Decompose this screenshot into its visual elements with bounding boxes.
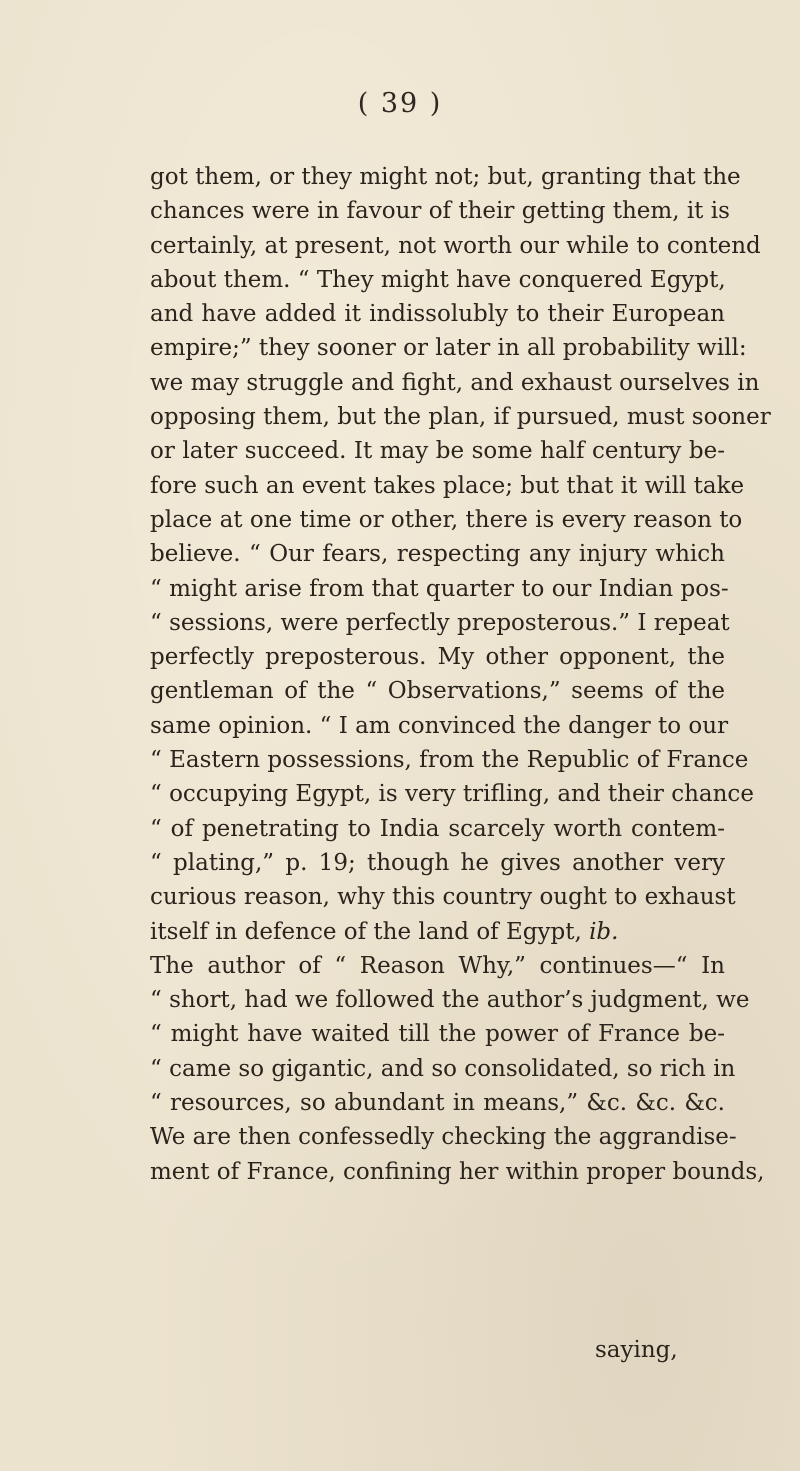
text-line: “ occupying Egypt, is very trifling, and their chance — [150, 781, 754, 808]
text-line: “ resources, so abundant in means,” &c. &c. &c. — [150, 1090, 725, 1117]
text-line: “ short, had we followed the author’s judgment, we — [150, 987, 750, 1014]
body-text — [150, 160, 771, 1189]
text-line: “ Eastern possessions, from the Republic of France — [150, 747, 749, 774]
text-line: got them, or they might not; but, granting that the — [150, 164, 741, 190]
text-line: certainly, at present, not worth our while to contend — [150, 232, 761, 259]
text-line: or later succeed. It may be some half century be- — [150, 438, 725, 465]
text-line: “ plating,” p. 19; though he gives another very — [150, 849, 725, 876]
text-line: fore such an event takes place; but that it will take — [150, 472, 745, 499]
text-line: “ might arise from that quarter to our Indian pos- — [150, 575, 729, 602]
text-line: curious reason, why this country ought to exhaust — [150, 884, 736, 911]
text-line: The author of “ Reason Why,” continues—“ In — [150, 952, 725, 979]
text-line: opposing them, but the plan, if pursued, must sooner — [150, 404, 771, 431]
text-line: “ of penetrating to India scarcely worth contem- — [150, 815, 725, 842]
text-line: gentleman of the “ Observations,” seems of the — [150, 678, 725, 705]
text-line: about them. “ They might have conquered Egypt, — [150, 266, 726, 293]
text-line: and have added it indissolubly to their European — [150, 301, 725, 328]
catchword: saying, — [595, 1337, 678, 1363]
text-line: believe. “ Our fears, respecting any injury which — [150, 541, 725, 568]
page-number: ( 39 ) — [357, 88, 443, 119]
text-line: we may struggle and fight, and exhaust ourselves in — [150, 369, 760, 396]
text-line: We are then confessedly checking the aggrandise- — [150, 1124, 737, 1151]
text-line: “ sessions, were perfectly preposterous.” I repeat — [150, 609, 730, 636]
text-line: perfectly preposterous. My other opponent, the — [150, 644, 725, 671]
text-line: chances were in favour of their getting them, it is — [150, 198, 730, 225]
text-line: ment of France, confining her within proper bounds, — [150, 1158, 765, 1185]
text-line: empire;” they sooner or later in all probability will: — [150, 335, 747, 362]
text-line: “ came so gigantic, and so consolidated, so rich in — [150, 1055, 736, 1082]
text-line: “ might have waited till the power of France be- — [150, 1021, 725, 1048]
text-line: itself in defence of the land of Egypt, ib. — [150, 918, 619, 945]
text-line: place at one time or other, there is every reason to — [150, 506, 743, 533]
text-line: same opinion. “ I am convinced the danger to our — [150, 712, 729, 739]
